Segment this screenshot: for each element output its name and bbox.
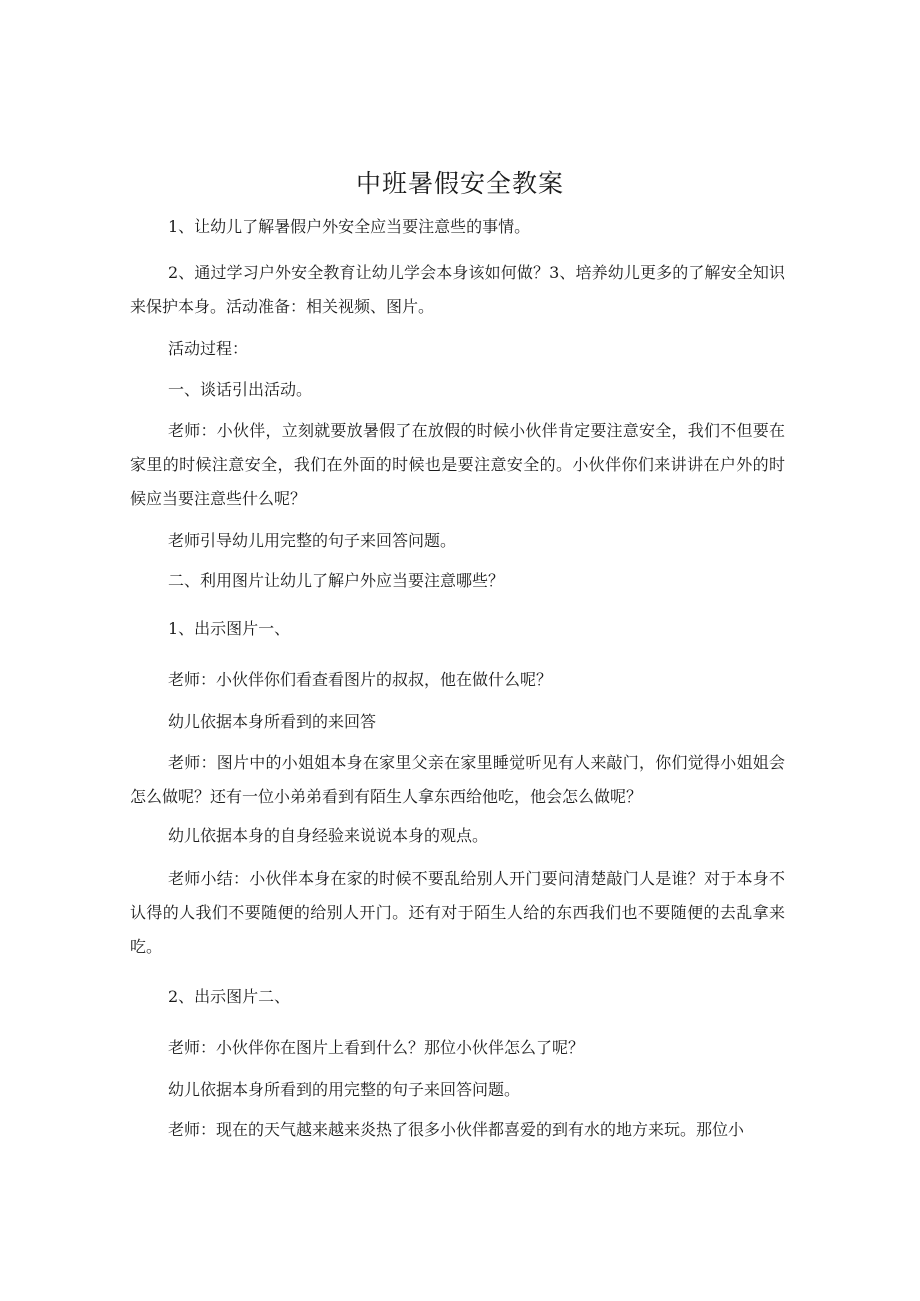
- paragraph: 1、出示图片一、: [168, 619, 291, 638]
- paragraph: 活动过程：: [168, 339, 249, 358]
- paragraph: 一、谈话引出活动。: [168, 380, 313, 399]
- paragraph: 老师：小伙伴你在图片上看到什么？那位小伙伴怎么了呢？: [168, 1038, 585, 1057]
- paragraph: 1、让幼儿了解暑假户外安全应当要注意些的事情。: [168, 217, 531, 236]
- paragraph: 老师：图片中的小姐姐本身在家里父亲在家里睡觉听见有人来敲门，你们觉得小姐姐会怎么做呢？还有一位小弟弟看到有陌生人拿东西给他吃，他会怎么做呢？: [130, 753, 785, 806]
- paragraph: 老师小结：小伙伴本身在家的时候不要乱给别人开门要问清楚敲门人是谁？对于本身不认得的人我们不要随便的给别人开门。还有对于陌生人给的东西我们也不要随便的去乱拿来吃。: [130, 869, 785, 956]
- paragraph: 老师引导幼儿用完整的句子来回答问题。: [168, 531, 457, 550]
- document-title: 中班暑假安全教案: [355, 169, 564, 198]
- paragraph: 2、通过学习户外安全教育让幼儿学会本身该如何做？3、培养幼儿更多的了解安全知识来保护本身。活动准备：相关视频、图片。: [130, 263, 785, 316]
- paragraph: 老师：小伙伴你们看查看图片的叔叔，他在做什么呢？: [168, 670, 553, 689]
- paragraph: 幼儿依据本身所看到的用完整的句子来回答问题。: [168, 1080, 521, 1099]
- paragraph: 老师：现在的天气越来越来炎热了很多小伙伴都喜爱的到有水的地方来玩。那位小: [168, 1120, 745, 1139]
- paragraph: 二、利用图片让幼儿了解户外应当要注意哪些？: [168, 571, 505, 590]
- paragraph: 老师：小伙伴，立刻就要放暑假了在放假的时候小伙伴肯定要注意安全，我们不但要在家里的时候注意安全，我们在外面的时候也是要注意安全的。小伙伴你们来讲讲在户外的时候应当要注意些什么呢？: [130, 421, 785, 508]
- paragraph: 2、出示图片二、: [168, 987, 291, 1006]
- paragraph: 幼儿依据本身所看到的来回答: [168, 712, 377, 731]
- paragraph: 幼儿依据本身的自身经验来说说本身的观点。: [168, 826, 489, 845]
